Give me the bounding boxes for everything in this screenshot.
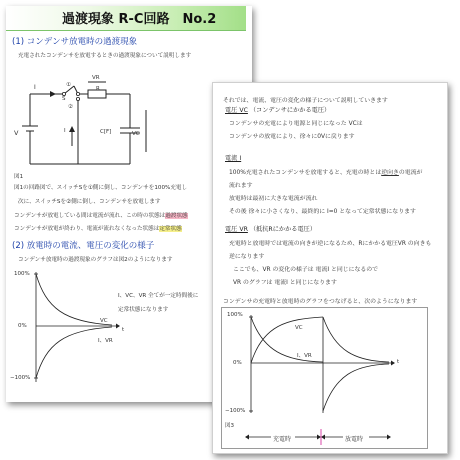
page2-intro-line: それでは、電流、電圧の変化の様子について説明していきます [223,98,388,104]
section-heading-1: (1) コンデンサ放電時の過渡現象 [12,37,138,47]
combined-graph-intro: コンデンサの充電時と放電時のグラフをつなげると、次のようになります [223,299,418,305]
graph2-t-label: t [122,327,125,333]
graph3-t-label: t [397,359,400,365]
graph-intro-text: コンデンサ放電時の過渡現象のグラフは図2のようになります [18,257,173,263]
reverse-direction-underline: 逆向き [381,170,399,176]
phase-indicator [241,429,391,445]
graph3-top-label: 100% [227,312,243,318]
paragraph-line-3 [14,211,188,219]
graph-note-line-1: I、VC、VR 全てが一定時間後に [118,293,199,299]
vr-line-1: 充電時と放電時では電流の向きが逆になるため、Rにかかる電圧VR の向きも [229,241,432,247]
voltage-vr-heading-label: 電圧 VR [225,226,248,233]
vc-line-2: コンデンサの放電により、徐々に0Vに戻ります [229,134,355,140]
circuit-vc-label: VC [132,131,140,137]
section-heading-2: (2) 放電時の電流、電圧の変化の様子 [12,241,155,251]
paragraph-line-1: 図1の回路図で、スイッチSを①側に倒し、コンデンサを100%充電し [14,185,188,191]
circuit-diagram [12,66,162,176]
current-line-1 [229,167,422,176]
vr-line-2: 逆になります [229,254,265,260]
graph3-bottom-label: −100% [225,408,246,414]
current-i-heading [225,153,241,162]
graph3-zero-label: 0% [233,360,242,366]
figure3-caption: 図3 [225,423,234,429]
current-i-heading-label: 電流 I [225,155,242,162]
circuit-current-top: I [34,84,36,91]
page-title: 過渡現象 R-C回路 No.2 [62,12,217,27]
circuit-switch-pos2: ② [68,104,73,110]
graph2-bottom-label: −100% [10,375,31,381]
vr-line-4: VR のグラフは 電流I と同じになります [233,280,337,286]
graph2-top-label: 100% [14,271,30,277]
circuit-v-label: V [14,129,19,137]
intro-text: 充電されたコンデンサを放電するときの過渡現象について説明します [18,53,192,59]
vr-line-3: ここでも、VR の変化の様子は 電流I と同じになるので [233,267,379,273]
graph3-vc-label: VC [295,325,303,331]
voltage-vr-heading-note: （抵抗Rにかかる電圧） [249,226,317,233]
paragraph-line-2: 次に、スイッチSを②側に倒し、コンデンサを放電します [18,199,161,205]
graph2-vc-label: VC [100,318,108,324]
discharge-phase-label: 放電時 [345,436,364,443]
current-line-2: 流れます [229,183,253,189]
paragraph-line-3-text: コンデンサが放電している間は電流が流れ、この時の状態は [14,213,166,219]
circuit-r-label: R [96,86,100,92]
circuit-current-left: I [64,128,66,134]
graph2-ivr-label: I、VR [98,338,113,344]
current-line-1-text: 100%充電されたコンデンサを放電すると、充電の時とは [229,170,382,176]
voltage-vc-heading-note: （コンデンサにかかる電圧） [249,107,331,114]
charge-phase-label: 充電時 [273,436,292,443]
graph2-zero-label: 0% [18,323,27,329]
title-bar [6,6,246,31]
figure1-caption: 図1 [14,174,24,180]
circuit-vr-label: VR [92,75,100,81]
current-line-4: その後 徐々に小さくなり、最終的に I=0 となって定常状態になります [229,209,416,215]
graph3-ivr-label: I、VR [297,353,312,359]
paragraph-line-4-text: コンデンサが放電が終わり、電流が流れなくなった状態は [14,226,160,232]
steady-state-highlight: 定常状態 [159,226,182,232]
discharge-graph [16,268,126,386]
circuit-switch-label: S [62,96,66,102]
voltage-vr-heading [225,224,316,233]
current-line-3: 放電時は最初に大きな電流が流れ [229,196,318,202]
voltage-vc-heading-label: 電圧 VC [225,107,248,114]
graph-note-line-2: 定常状態になります [118,307,169,313]
voltage-vc-heading [225,105,330,114]
paragraph-line-4 [14,224,182,232]
circuit-capacitor-label: C[F] [100,129,112,135]
vc-line-1: コンデンサの充電により電源と同じになった VCは [229,121,363,127]
circuit-switch-pos1: ① [66,82,71,88]
document-page-2 [212,82,448,454]
current-line-1-tail: の電流が [398,170,423,176]
charge-discharge-graph [223,311,423,415]
transient-state-highlight: 過渡状態 [165,213,188,219]
